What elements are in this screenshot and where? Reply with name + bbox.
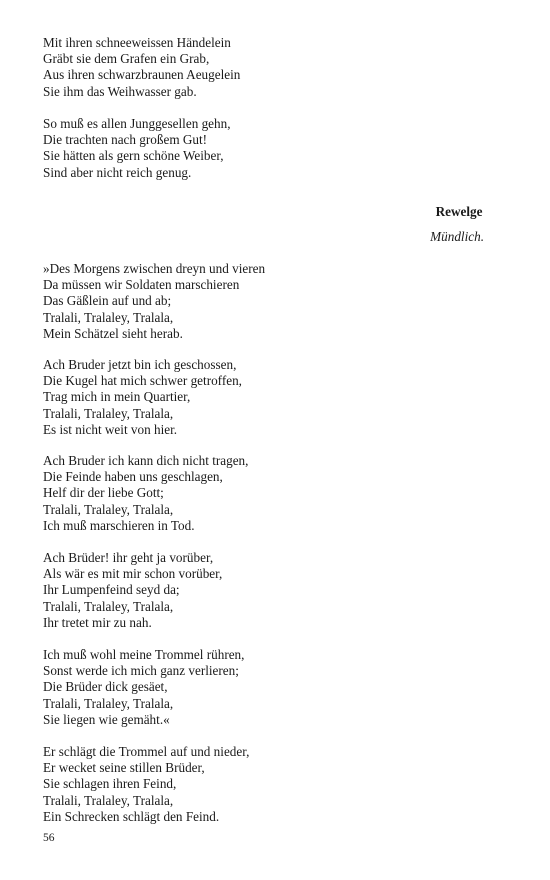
verse-line: Die Kugel hat mich schwer getroffen,: [43, 373, 242, 389]
verse-line: Tralali, Tralaley, Tralala,: [43, 501, 174, 517]
verse-line: Ach Bruder ich kann dich nicht tragen,: [43, 453, 249, 468]
verse-line: Es ist nicht weit von hier.: [43, 421, 178, 437]
verse-line: Die trachten nach großem Gut!: [43, 132, 208, 148]
verse-line: Ach Brüder! ihr geht ja vorüber,: [43, 550, 214, 565]
stanza-3: [43, 453, 523, 534]
verse-line: Ein Schrecken schlägt den Feind.: [43, 808, 220, 824]
verse-line: Die Brüder dick gesäet,: [43, 679, 168, 695]
verse-line: Sie schlagen ihren Feind,: [43, 776, 177, 792]
poem-subtitle: [0, 229, 484, 245]
poem-title-text: Rewelge: [435, 204, 483, 219]
poem-title: [0, 204, 484, 220]
verse-line: Da müssen wir Soldaten marschieren: [43, 277, 240, 293]
verse-line: Die Feinde haben uns geschlagen,: [43, 469, 223, 485]
verse-line: Sonst werde ich mich ganz verlieren;: [43, 663, 239, 679]
verse-line: »Des Morgens zwischen dreyn und vieren: [43, 261, 266, 276]
verse-line: Ihr Lumpenfeind seyd da;: [43, 582, 180, 598]
page-number: 56: [43, 832, 55, 844]
verse-line: Aus ihren schwarzbraunen Aeugelein: [43, 67, 241, 83]
verse-line: Ach Bruder jetzt bin ich geschossen,: [43, 357, 237, 372]
stanza-6: [43, 744, 523, 825]
verse-line: Tralali, Tralaley, Tralala,: [43, 792, 174, 808]
verse-line: Ich muß marschieren in Tod.: [43, 517, 195, 533]
verse-line: Sind aber nicht reich genug.: [43, 164, 192, 180]
verse-line: Tralali, Tralaley, Tralala,: [43, 695, 174, 711]
poem-subtitle-text: Mündlich.: [430, 229, 484, 244]
verse-line: Er schlägt die Trommel auf und nieder,: [43, 744, 250, 759]
verse-line: Helf dir der liebe Gott;: [43, 485, 164, 501]
verse-line: Tralali, Tralaley, Tralala,: [43, 309, 174, 325]
verse-line: So muß es allen Junggesellen gehn,: [43, 116, 231, 131]
verse-line: Sie liegen wie gemäht.«: [43, 711, 170, 727]
stanza-top-1: [43, 35, 523, 100]
verse-line: Mit ihren schneeweissen Händelein: [43, 35, 231, 50]
verse-line: Das Gäßlein auf und ab;: [43, 293, 172, 309]
verse-line: Sie ihm das Weihwasser gab.: [43, 83, 197, 99]
verse-line: Ich muß wohl meine Trommel rühren,: [43, 647, 245, 662]
verse-line: Als wär es mit mir schon vorüber,: [43, 566, 223, 582]
verse-line: Ihr tretet mir zu nah.: [43, 614, 152, 630]
stanza-4: [43, 550, 523, 631]
stanza-2: [43, 357, 523, 438]
stanza-1: [43, 261, 523, 342]
verse-line: Sie hätten als gern schöne Weiber,: [43, 148, 224, 164]
verse-line: Tralali, Tralaley, Tralala,: [43, 405, 174, 421]
stanza-top-2: [43, 116, 523, 181]
verse-line: Gräbt sie dem Grafen ein Grab,: [43, 51, 210, 67]
verse-line: Mein Schätzel sieht herab.: [43, 325, 183, 341]
verse-line: Er wecket seine stillen Brüder,: [43, 760, 205, 776]
verse-line: Trag mich in mein Quartier,: [43, 389, 191, 405]
stanza-5: [43, 647, 523, 728]
verse-line: Tralali, Tralaley, Tralala,: [43, 598, 174, 614]
